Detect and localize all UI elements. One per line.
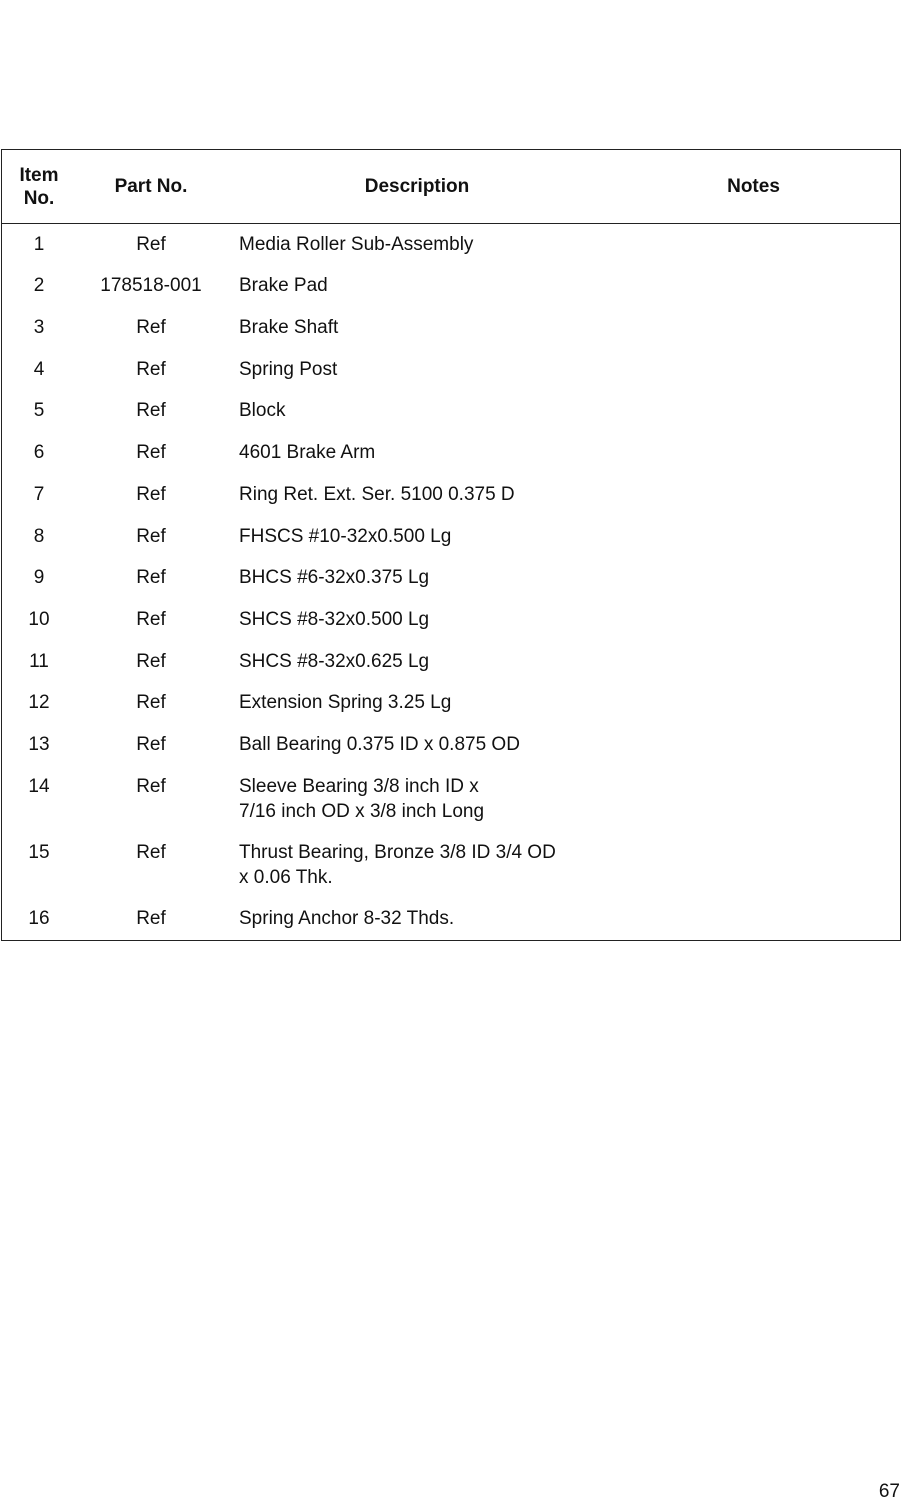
part-description: Spring Post: [239, 359, 338, 380]
part-description: Thrust Bearing, Bronze 3/8 ID 3/4 OD x 0.06 Thk.: [239, 842, 556, 888]
item-number: 15: [28, 842, 50, 863]
part-description: Block: [239, 400, 286, 421]
part-description: Ball Bearing 0.375 ID x 0.875 OD: [239, 734, 520, 755]
page-number: 67: [878, 1481, 900, 1502]
part-description: BHCS #6-32x0.375 Lg: [239, 567, 430, 588]
part-number: Ref: [136, 567, 166, 588]
item-number: 5: [33, 400, 45, 421]
item-number: 12: [28, 692, 50, 713]
header-description: Description: [364, 176, 470, 197]
item-number: 4: [33, 359, 45, 380]
part-number: Ref: [136, 359, 166, 380]
item-number: 9: [33, 567, 45, 588]
part-description: Extension Spring 3.25 Lg: [239, 692, 452, 713]
part-number: Ref: [136, 400, 166, 421]
part-description: Brake Shaft: [239, 317, 339, 338]
item-number: 16: [28, 908, 50, 929]
part-description: SHCS #8-32x0.500 Lg: [239, 609, 430, 630]
part-number: Ref: [136, 908, 166, 929]
part-number: Ref: [136, 651, 166, 672]
header-item-no: Item No.: [19, 164, 59, 209]
part-number: Ref: [136, 734, 166, 755]
part-description: Media Roller Sub-Assembly: [239, 234, 474, 255]
table-header: [2, 150, 900, 224]
parts-table: [1, 149, 901, 941]
part-number: Ref: [136, 842, 166, 863]
part-number: Ref: [136, 442, 166, 463]
part-number: Ref: [136, 692, 166, 713]
item-number: 8: [33, 526, 45, 547]
item-number: 6: [33, 442, 45, 463]
part-description: Sleeve Bearing 3/8 inch ID x 7/16 inch OD x 3/8 inch Long: [239, 776, 485, 822]
part-description: Spring Anchor 8-32 Thds.: [239, 908, 455, 929]
item-number: 7: [33, 484, 45, 505]
part-description: FHSCS #10-32x0.500 Lg: [239, 526, 452, 547]
part-number: Ref: [136, 234, 166, 255]
part-number: Ref: [136, 609, 166, 630]
item-number: 13: [28, 734, 50, 755]
part-description: 4601 Brake Arm: [239, 442, 376, 463]
part-description: Ring Ret. Ext. Ser. 5100 0.375 D: [239, 484, 515, 505]
part-description: SHCS #8-32x0.625 Lg: [239, 651, 430, 672]
item-number: 2: [33, 275, 45, 296]
part-description: Brake Pad: [239, 275, 328, 296]
part-number: Ref: [136, 526, 166, 547]
item-number: 11: [29, 651, 49, 672]
item-number: 14: [28, 776, 50, 797]
part-number: Ref: [136, 317, 166, 338]
part-number: 178518-001: [100, 275, 202, 296]
item-number: 3: [33, 317, 45, 338]
item-number: 10: [28, 609, 50, 630]
item-number: 1: [33, 234, 45, 255]
header-notes: Notes: [727, 176, 780, 197]
part-number: Ref: [136, 484, 166, 505]
part-number: Ref: [136, 776, 166, 797]
header-part-no: Part No.: [114, 176, 188, 197]
